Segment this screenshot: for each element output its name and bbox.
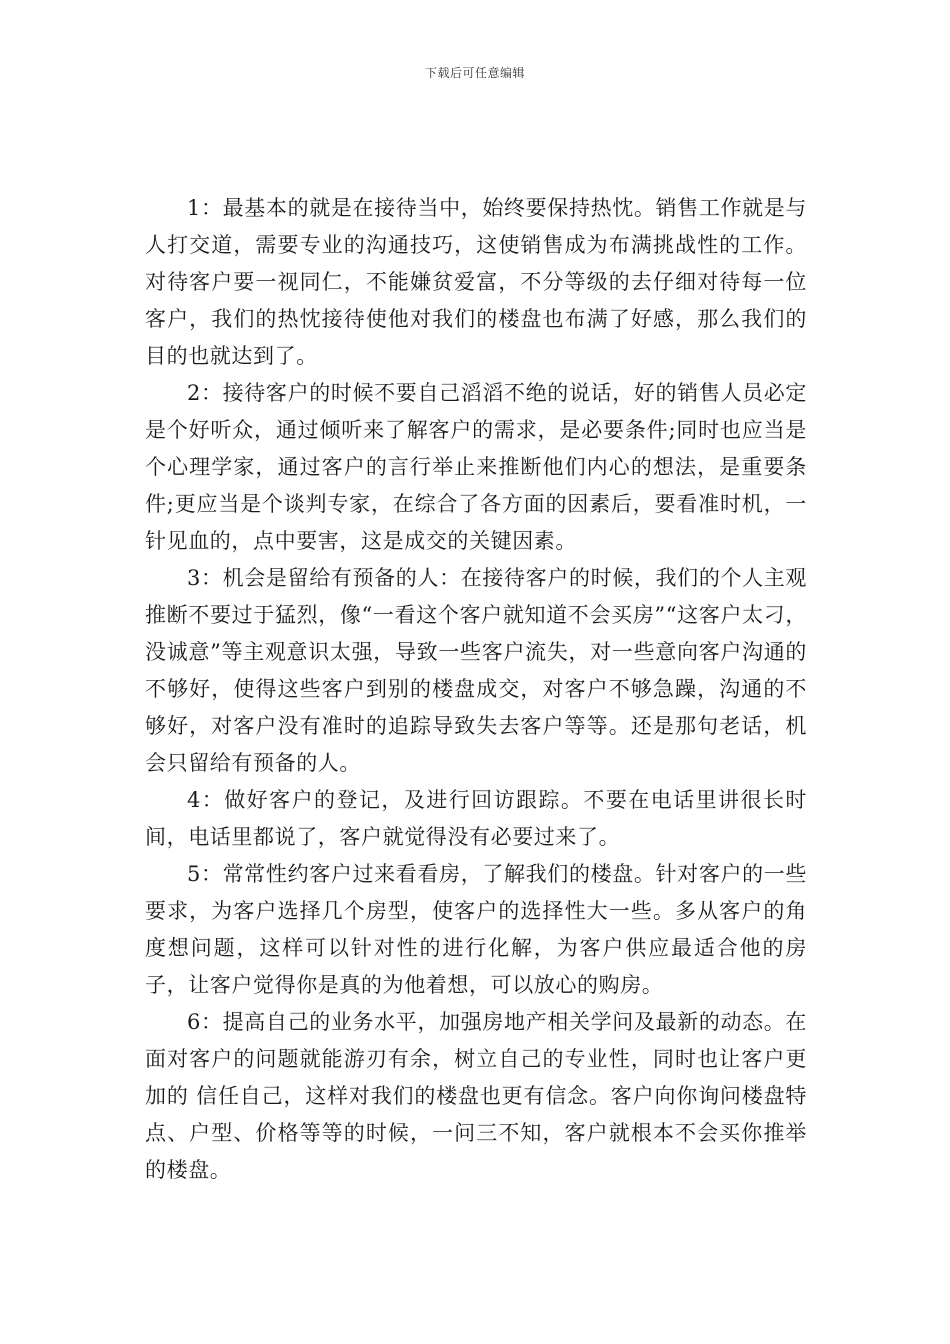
paragraph-4: 4：做好客户的登记，及进行回访跟踪。不要在电话里讲很长时间，电话里都说了，客户就觉得没有必要过来了。 — [145, 788, 807, 849]
paragraph-2: 2：接待客户的时候不要自己滔滔不绝的说话，好的销售人员必定是个好听众，通过倾听来了解客户的需求，是必要条件;同时也应当是个心理学家，通过客户的言行举止来推断他们内心的想法，是重要条件;更应当是个谈判专家，在综合了各方面的因素后，要看准时机，一针见血的，点中要害，这是成交的关键因素。 — [145, 381, 807, 553]
paragraph-3: 3：机会是留给有预备的人：在接待客户的时候，我们的个人主观推断不要过于猛烈，像“一看这个客户就知道不会买房”“这客户太刁，没诚意”等主观意识太强，导致一些客户流失，对一些意向客户沟通的不够好，使得这些客户到别的楼盘成交，对客户不够急躁，沟通的不够好，对客户没有准时的追踪导致失去客户等等。还是那句老话，机会只留给有预备的人。 — [145, 566, 807, 775]
paragraph-6: 6：提高自己的业务水平，加强房地产相关学问及最新的动态。在面对客户的问题就能游刃有余，树立自己的专业性，同时也让客户更加的 信任自己，这样对我们的楼盘也更有信念。客户向你询问楼盘特点、户型、价格等等的时候，一问三不知，客户就根本不会买你推举的楼盘。 — [145, 1010, 807, 1182]
page-header-note: 下载后可任意编辑 — [424, 66, 525, 80]
paragraph-1: 1：最基本的就是在接待当中，始终要保持热忱。销售工作就是与人打交道，需要专业的沟通技巧，这使销售成为布满挑战性的工作。对待客户要一视同仁，不能嫌贫爱富，不分等级的去仔细对待每一位客户，我们的热忱接待使他对我们的楼盘也布满了好感，那么我们的目的也就达到了。 — [145, 196, 807, 368]
document-body — [145, 190, 807, 1189]
paragraph-5: 5：常常性约客户过来看看房，了解我们的楼盘。针对客户的一些要求，为客户选择几个房型，使客户的选择性大一些。多从客户的角度想问题，这样可以针对性的进行化解，为客户供应最适合他的房子，让客户觉得你是真的为他着想，可以放心的购房。 — [145, 862, 807, 997]
